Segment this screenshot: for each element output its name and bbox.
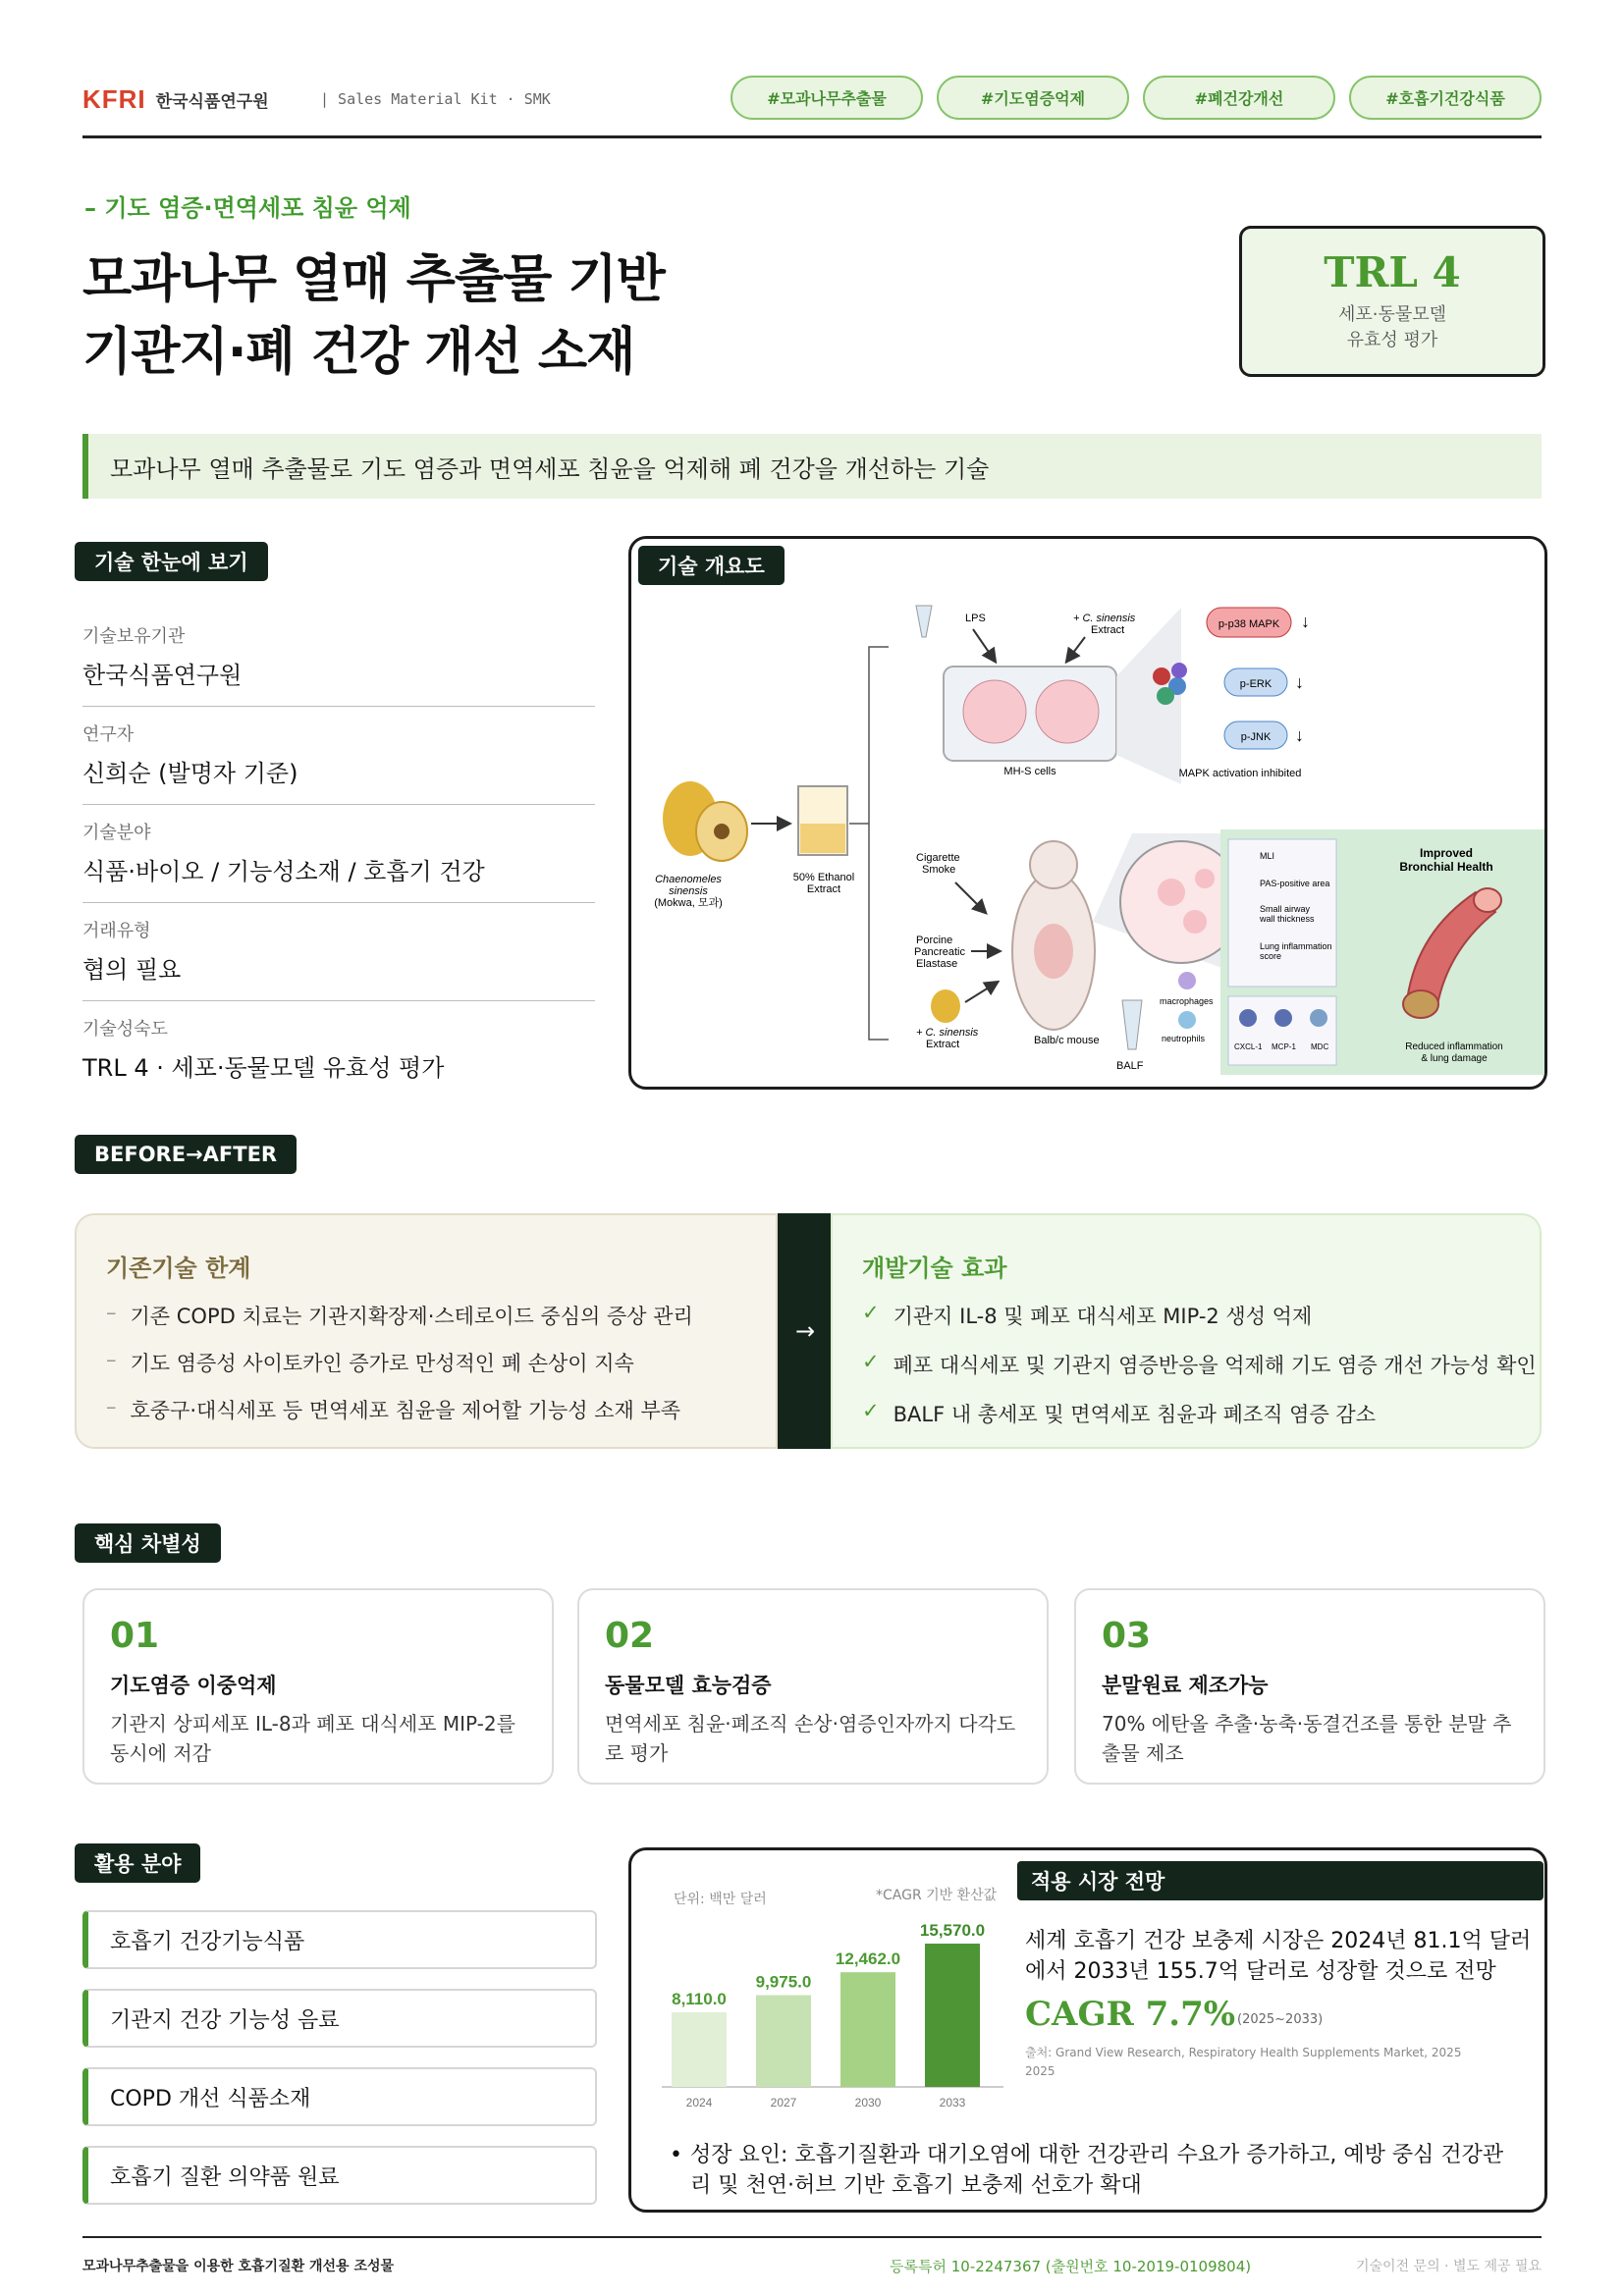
reduced-label: & lung damage	[1421, 1053, 1488, 1064]
improved-label: Bronchial Health	[1399, 860, 1493, 874]
source-text: 출처: Grand View Research, Respiratory Health Supplements Market, 2025	[1025, 2046, 1462, 2059]
footer-divider	[82, 2236, 1542, 2238]
chart-value-label: 12,462.0	[835, 1949, 901, 1969]
quince-fruit-icon	[663, 781, 747, 861]
plant-label: (Mokwa, 모과)	[654, 897, 723, 909]
chart-bar	[840, 1972, 895, 2087]
chart-category-label: 2024	[685, 2096, 713, 2109]
cagr-value: CAGR 7.7%	[1025, 1995, 1236, 2034]
chart-value-label: 15,570.0	[919, 1921, 986, 1941]
before-item	[106, 1348, 776, 1377]
cagr-period: (2025~2033)	[1237, 2012, 1324, 2027]
lung-score-label: score	[1260, 951, 1282, 961]
mli-label: MLI	[1260, 851, 1275, 861]
mouse-icon	[1012, 841, 1095, 1030]
macrophage-label: macrophages	[1160, 996, 1214, 1006]
market-label: 적용 시장 전망	[1017, 1861, 1543, 1900]
extract-label: Extract	[1091, 624, 1125, 636]
p38-label: p-p38 MAPK	[1218, 618, 1280, 630]
chart-bar	[672, 2012, 727, 2087]
application-item: 호흡기 건강기능식품	[82, 1910, 597, 1969]
airway-label: Small airway	[1260, 904, 1311, 914]
extract-label: + C. sinensis	[1073, 613, 1136, 624]
before-item-text: 기존 COPD 치료는 기관지확장제·스테로이드 중심의 증상 관리	[130, 1305, 693, 1328]
overview-label: 기술 한눈에 보기	[75, 542, 268, 581]
feature-card	[82, 1588, 554, 1785]
overview-item-value: TRL 4 · 세포·동물모델 유효성 평가	[82, 1054, 445, 1082]
improved-label: Improved	[1419, 846, 1474, 860]
hashtag[interactable]: #호흡기건강식품	[1349, 76, 1542, 120]
logo	[82, 84, 269, 115]
dash-icon: –	[106, 1348, 117, 1371]
logo-name: 한국식품연구원	[155, 92, 269, 112]
after-item-text: 폐포 대식세포 및 기관지 염증반응을 억제해 기도 염증 개선 가능성 확인	[893, 1354, 1537, 1377]
cells-label: MH-S cells	[1003, 766, 1056, 777]
overview-item	[82, 1001, 595, 1098]
plant-label: Chaenomeles	[655, 874, 722, 885]
cell-plate-icon	[944, 667, 1116, 761]
lps-label: LPS	[965, 613, 986, 624]
ethanol-label: 50% Ethanol	[792, 872, 855, 883]
before-panel	[75, 1213, 778, 1449]
test-tube-icon	[1122, 1000, 1142, 1049]
applications-label: 활용 분야	[75, 1843, 200, 1883]
before-title: 기존기술 한계	[106, 1255, 251, 1282]
elastase-label: Porcine	[916, 934, 953, 946]
feature-card	[1074, 1588, 1545, 1785]
core-label: 핵심 차별성	[75, 1523, 221, 1563]
header-divider	[82, 135, 1542, 138]
after-item	[862, 1350, 1540, 1379]
footer-patent-title: 모과나무추출물을 이용한 호흡기질환 개선용 조성물	[82, 2259, 395, 2274]
before-item	[106, 1395, 776, 1424]
neutrophil-label: neutrophils	[1162, 1034, 1206, 1043]
chart-note: *CAGR 기반 환산값	[876, 1888, 998, 1903]
elastase-label: Pancreatic	[914, 946, 965, 958]
down-arrow-icon: ↓	[1301, 612, 1310, 631]
extract-label: Extract	[926, 1039, 960, 1050]
mouse-label: Balb/c mouse	[1034, 1035, 1100, 1046]
footer-patent-number: 등록특허 10-2247367 (출원번호 10-2019-0109804)	[890, 2258, 1252, 2275]
card-number: 02	[605, 1616, 655, 1656]
chart-category-label: 2030	[854, 2096, 882, 2109]
smoke-label: Smoke	[922, 864, 956, 876]
hashtag[interactable]: #폐건강개선	[1143, 76, 1335, 120]
title-line: 모과나무 열매 추출물 기반	[82, 250, 665, 309]
overview-item	[82, 609, 595, 707]
arrow-right-icon: →	[778, 1213, 833, 1449]
subtitle: – 기도 염증·면역세포 침윤 억제	[84, 194, 411, 222]
chart-category-label: 2027	[770, 2096, 797, 2109]
plant-label: sinensis	[669, 885, 708, 897]
after-item-text: BALF 내 총세포 및 면역세포 침윤과 폐조직 염증 감소	[893, 1403, 1376, 1426]
hashtag[interactable]: #기도염증억제	[937, 76, 1129, 120]
overview-item-label: 기술보유기관	[82, 626, 186, 647]
card-title: 기도염증 이중억제	[110, 1674, 277, 1697]
card-title: 분말원료 제조가능	[1102, 1674, 1269, 1697]
summary-banner: 모과나무 열매 추출물로 기도 염증과 면역세포 침윤을 억제해 폐 건강을 개선하는 기술	[82, 434, 1542, 499]
overview-item	[82, 707, 595, 805]
chart-value-label: 8,110.0	[672, 1989, 727, 2008]
hashtag[interactable]: #모과나무추출물	[731, 76, 923, 120]
technology-diagram	[628, 536, 1547, 1090]
trl-badge	[1239, 226, 1545, 377]
card-description: 70% 에탄올 추출·농축·동결건조를 통한 분말 추출물 제조	[1102, 1712, 1512, 1765]
growth-text: 성장 요인: 호흡기질환과 대기오염에 대한 건강관리 수요가 증가하고, 예방 중심 건강관리 및 천연·허브 기반 호흡기 보충제 선호가 확대	[689, 2143, 1504, 2198]
trl-description: 세포·동물모델 유효성 평가	[1337, 304, 1447, 350]
diagram-label: 기술 개요도	[638, 546, 785, 585]
overview-item-label: 기술성숙도	[82, 1019, 168, 1040]
card-title: 동물모델 효능검증	[605, 1674, 772, 1697]
diagram-illustration	[631, 539, 1547, 1090]
market-description: 세계 호흡기 건강 보충제 시장은 2024년 81.1억 달러에서 2033년 155.7억 달러로 성장할 것으로 전망	[1025, 1929, 1532, 1984]
feature-card	[577, 1588, 1049, 1785]
lung-score-label: Lung inflammation	[1260, 941, 1332, 951]
card-description: 기관지 상피세포 IL-8과 폐포 대식세포 MIP-2를 동시에 저감	[110, 1712, 515, 1765]
down-arrow-icon: ↓	[1295, 725, 1304, 745]
jnk-label: p-JNK	[1240, 731, 1272, 743]
source-year: 2025	[1025, 2064, 1056, 2078]
mdc-label: MDC	[1311, 1042, 1329, 1051]
overview-item-value: 신희순 (발명자 기준)	[82, 760, 298, 787]
overview-item	[82, 903, 595, 1001]
mcp-label: MCP-1	[1272, 1042, 1296, 1051]
chart-bar	[756, 1995, 811, 2087]
source-note	[1025, 2044, 1496, 2081]
before-after-label: BEFORE→AFTER	[75, 1135, 297, 1174]
chart-bar	[925, 1944, 980, 2087]
kit-label: | Sales Material Kit · SMK	[320, 90, 551, 108]
chart-unit: 단위: 백만 달러	[674, 1892, 767, 1907]
overview-list	[82, 609, 595, 1098]
pas-label: PAS-positive area	[1260, 879, 1330, 888]
overview-item-label: 기술분야	[82, 823, 151, 843]
before-item	[106, 1301, 776, 1330]
down-arrow-icon: ↓	[1295, 672, 1304, 692]
mapk-label: MAPK activation inhibited	[1178, 768, 1302, 779]
title-line: 기관지·폐 건강 개선 소재	[82, 323, 635, 382]
overview-item-label: 거래유형	[82, 921, 151, 941]
overview-item-label: 연구자	[82, 724, 135, 745]
after-item	[862, 1399, 1540, 1428]
overview-item	[82, 805, 595, 903]
check-icon: ✓	[862, 1350, 880, 1373]
application-item: 호흡기 질환 의약품 원료	[82, 2146, 597, 2205]
application-item: 기관지 건강 기능성 음료	[82, 1989, 597, 2048]
test-tube-icon	[916, 606, 932, 637]
smoke-label: Cigarette	[916, 852, 960, 864]
trl-level: TRL 4	[1324, 248, 1461, 296]
before-item-text: 기도 염증성 사이토카인 증가로 만성적인 폐 손상이 지속	[130, 1352, 634, 1375]
airway-label: wall thickness	[1260, 914, 1315, 924]
after-title: 개발기술 효과	[862, 1255, 1007, 1282]
application-item: COPD 개선 식품소재	[82, 2067, 597, 2126]
chart-category-label: 2033	[939, 2096, 966, 2109]
overview-item-value: 식품·바이오 / 기능성소재 / 호흡기 건강	[82, 858, 485, 885]
overview-item-value: 협의 필요	[82, 956, 182, 984]
after-panel	[831, 1213, 1542, 1449]
logo-mark: KFRI	[82, 84, 146, 114]
before-item-text: 호중구·대식세포 등 면역세포 침윤을 제어할 기능성 소재 부족	[130, 1399, 681, 1422]
before-after-panel	[75, 1213, 1542, 1449]
page-title	[82, 243, 665, 389]
after-item-text: 기관지 IL-8 및 폐포 대식세포 MIP-2 생성 억제	[893, 1305, 1313, 1328]
chart-value-label: 9,975.0	[755, 1972, 812, 1992]
market-bar-chart	[658, 1912, 1007, 2114]
balf-label: BALF	[1116, 1060, 1144, 1072]
cxcl-label: CXCL-1	[1234, 1042, 1263, 1051]
dash-icon: –	[106, 1301, 117, 1324]
erk-label: p-ERK	[1239, 678, 1272, 690]
bullet-icon: •	[670, 2143, 682, 2167]
card-number: 01	[110, 1616, 160, 1656]
card-number: 03	[1102, 1616, 1152, 1656]
footer-contact: 기술이전 문의 · 별도 제공 필요	[1356, 2259, 1542, 2274]
elastase-label: Elastase	[916, 958, 958, 970]
reduced-label: Reduced inflammation	[1405, 1041, 1503, 1052]
beaker-icon	[798, 786, 847, 855]
quince-fruit-icon	[931, 989, 960, 1023]
after-item	[862, 1301, 1540, 1330]
extract-label: + C. sinensis	[916, 1027, 979, 1039]
ethanol-label: Extract	[806, 883, 841, 895]
overview-item-value: 한국식품연구원	[82, 662, 243, 689]
check-icon: ✓	[862, 1399, 880, 1422]
dash-icon: –	[106, 1395, 117, 1418]
check-icon: ✓	[862, 1301, 880, 1324]
growth-factors	[670, 2140, 1514, 2201]
card-description: 면역세포 침윤·폐조직 손상·염증인자까지 다각도로 평가	[605, 1712, 1016, 1765]
hashtag-list	[731, 76, 1542, 120]
